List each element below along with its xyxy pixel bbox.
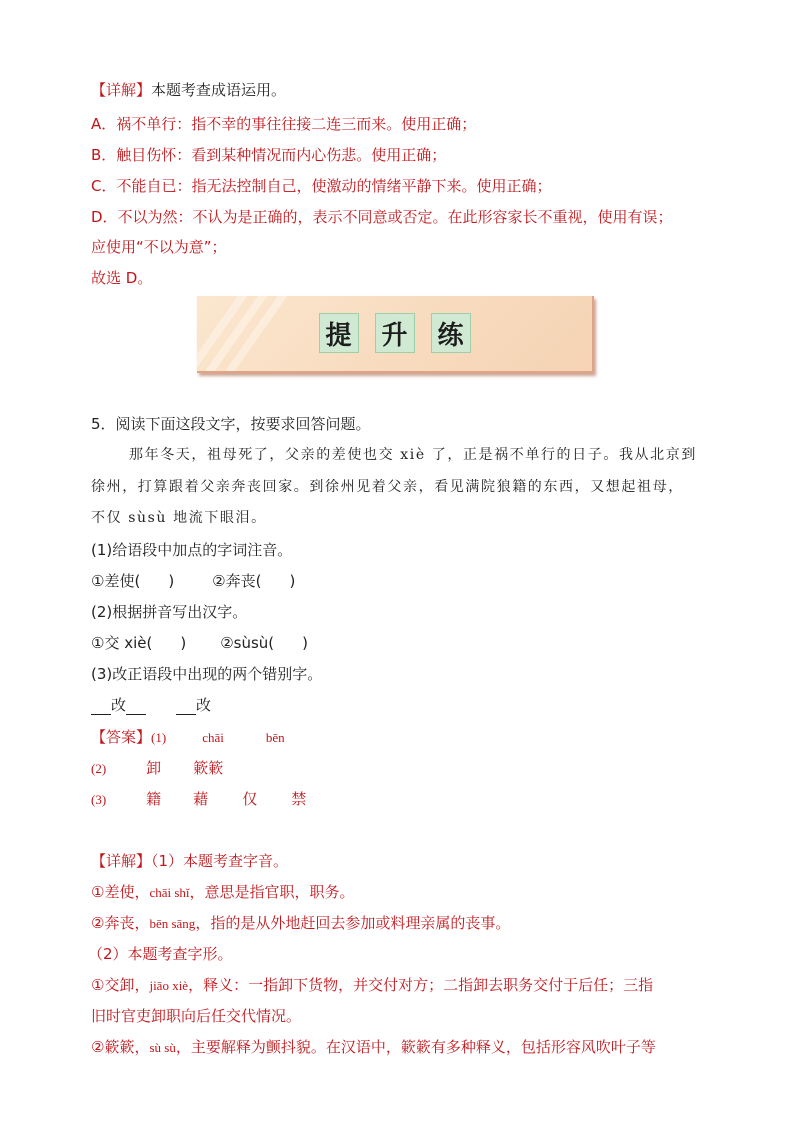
answer-row-3 [91, 789, 306, 810]
section-banner [197, 296, 594, 373]
item-2-open: ②奔丧( [212, 572, 262, 590]
item-1-close: ) [168, 572, 175, 590]
detail2-line-6: 旧时官吏卸职向后任交代情况。 [91, 1007, 302, 1025]
banner-char-3: 练 [431, 313, 471, 353]
detail2-line-4: （2）本题考查字形。 [88, 945, 233, 963]
answer-num-3: (3) [91, 792, 107, 807]
d2-l2a: ①差使， [91, 883, 150, 901]
answer-tag: 【答案】 [91, 728, 152, 746]
item-1-open: ①差使( [91, 572, 141, 590]
answer-num-2: (2) [91, 761, 107, 776]
d2-l3a: ②奔丧， [91, 914, 150, 932]
detail-text: 本题考查成语运用。 [151, 81, 287, 99]
answer-3-2: 藉 [193, 790, 209, 808]
sub-question-1: (1)给语段中加点的字词注音。 [91, 541, 293, 559]
option-b: B．触目伤怀：看到某种情况而内心伤悲。使用正确； [91, 146, 447, 164]
answer-3-3: 仅 [242, 790, 258, 808]
item-4-close: ) [302, 634, 309, 652]
answer-1-1: chāi [202, 730, 224, 745]
detail2-line-3 [91, 913, 510, 934]
answer-row-2 [91, 758, 223, 779]
sub-question-1-items [91, 571, 295, 591]
passage-line-3: 不仅 sùsù 地流下眼泪。 [91, 510, 267, 526]
d2-l7a: ②簌簌， [91, 1038, 150, 1056]
correct-word-2: 改 [196, 696, 212, 714]
answer-3-1: 籍 [146, 790, 162, 808]
detail2-line-2 [91, 882, 355, 903]
d2-l5b: ，释义：一指卸下货物，并交付对方；二指卸去职务交付于后任；三指 [188, 976, 654, 994]
answer-3-4: 禁 [291, 790, 307, 808]
d2-l2p: chāi shǐ [149, 885, 190, 900]
d2-l5p: jiāo xiè [149, 978, 189, 993]
d2-l3p: bēn sāng [149, 916, 196, 931]
item-3-open: ①交 xiè( [91, 634, 153, 652]
detail-tag: 【详解】 [91, 81, 152, 99]
answer-2-2: 簌簌 [193, 759, 224, 777]
d2-l7p: sù sù [149, 1040, 176, 1055]
d2-l7b: ，主要解释为颤抖貌。在汉语中，簌簌有多种释义，包括形容风吹叶子等 [175, 1038, 656, 1056]
sub-question-2-items [91, 633, 308, 653]
d2-l5a: ①交卸， [91, 976, 150, 994]
answer-2-1: 卸 [146, 759, 162, 777]
d2-l3b: ，指的是从外地赶回去参加或料理亲属的丧事。 [195, 914, 511, 932]
detail2-tag: 【详解】 [91, 852, 152, 870]
option-d: D．不以为然：不认为是正确的，表示不同意或否定。在此形容家长不重视，使用有误； [91, 208, 673, 226]
option-a: A．祸不单行：指不幸的事往往接二连三而来。使用正确； [91, 115, 477, 133]
d2-l2b: ，意思是指官职，职务。 [189, 883, 355, 901]
detail2-heading [91, 851, 288, 871]
detail2-part1: （1）本题考查字音。 [151, 852, 289, 870]
detail2-line-5 [91, 975, 653, 996]
correct-word-1: 改 [111, 696, 127, 714]
passage-line-1: 那年冬天，祖母死了，父亲的差使也交 xiè 了，正是祸不单行的日子。我从北京到 [129, 447, 697, 463]
conclusion: 故选 D。 [91, 269, 153, 287]
sub-question-3: (3)改正语段中出现的两个错别字。 [91, 665, 323, 683]
item-3-close: ) [180, 634, 187, 652]
answer-num-1: (1) [151, 730, 167, 745]
answer-1-2: bēn [265, 730, 285, 745]
question-stem: 5．阅读下面这段文字，按要求回答问题。 [91, 415, 371, 433]
option-c: C．不能自已：指无法控制自己，使激动的情绪平静下来。使用正确； [91, 177, 552, 195]
sub-question-2: (2)根据拼音写出汉字。 [91, 603, 248, 621]
option-d-cont: 应使用“不以为意”； [91, 238, 227, 256]
item-2-close: ) [289, 572, 296, 590]
detail2-line-7 [91, 1037, 656, 1058]
passage-line-2: 徐州，打算跟着父亲奔丧回家。到徐州见着父亲，看见满院狼籍的东西，又想起祖母， [91, 479, 684, 495]
banner-char-1: 提 [319, 313, 359, 353]
detail-heading [91, 80, 286, 100]
answer-row-1 [91, 727, 285, 748]
sub-question-3-blanks [91, 695, 211, 715]
banner-char-2: 升 [375, 313, 415, 353]
item-4-open: ②sùsù( [220, 634, 275, 652]
